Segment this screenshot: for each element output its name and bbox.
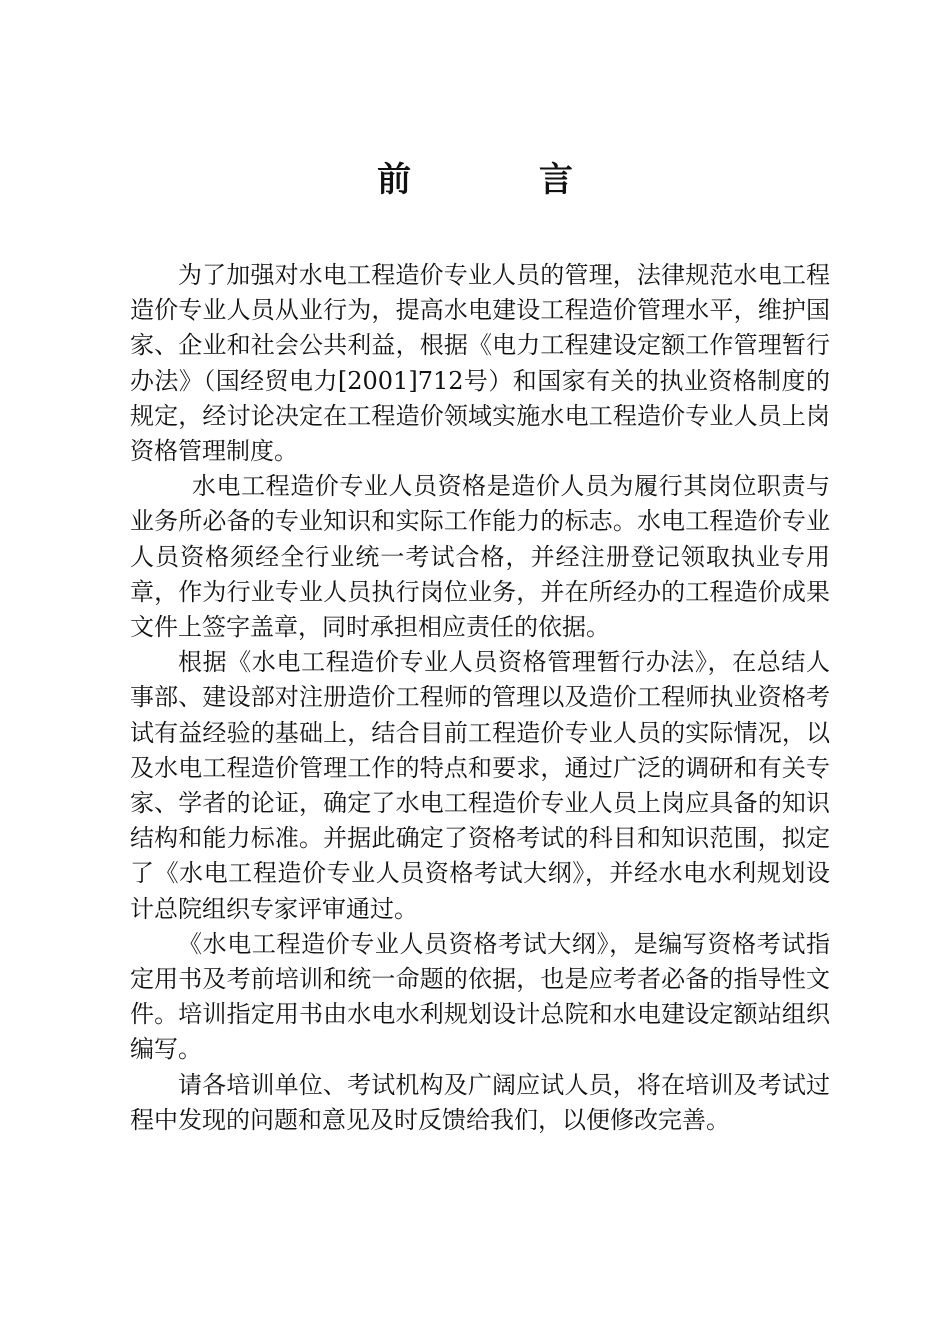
paragraph-2: 水电工程造价专业人员资格是造价人员为履行其岗位职责与业务所必备的专业知识和实际工作能力的标志。水电工程造价专业人员资格须经全行业统一考试合格，并经注册登记领取执业专用章，作为行业专业人员执行岗位业务，并在所经办的工程造价成果文件上签字盖章，同时承担相应责任的依据。: [130, 472, 830, 642]
document-body: [130, 258, 830, 1138]
page-title: 前 言: [377, 160, 631, 200]
paragraph-1: 为了加强对水电工程造价专业人员的管理，法律规范水电工程造价专业人员从业行为，提高水电建设工程造价管理水平，维护国家、企业和社会公共利益，根据《电力工程建设定额工作管理暂行办法》（国经贸电力[2001]712号）和国家有关的执业资格制度的规定，经讨论决定在工程造价领域实施水电工程造价专业人员上岗资格管理制度。: [130, 261, 830, 466]
paragraph-3: 根据《水电工程造价专业人员资格管理暂行办法》，在总结人事部、建设部对注册造价工程师的管理以及造价工程师执业资格考试有益经验的基础上，结合目前工程造价专业人员的实际情况，以及水电工程造价管理工作的特点和要求，通过广泛的调研和有关专家、学者的论证，确定了水电工程造价专业人员上岗应具备的知识结构和能力标准。并据此确定了资格考试的科目和知识范围，拟定了《水电工程造价专业人员资格考试大纲》，并经水电水利规划设计总院组织专家评审通过。: [130, 648, 830, 923]
paragraph-4: 《水电工程造价专业人员资格考试大纲》，是编写资格考试指定用书及考前培训和统一命题的依据，也是应考者必备的指导性文件。培训指定用书由水电水利规划设计总院和水电建设定额站组织编写。: [130, 929, 830, 1064]
paragraph-5: 请各培训单位、考试机构及广阔应试人员，将在培训及考试过程中发现的问题和意见及时反馈给我们，以便修改完善。: [130, 1070, 830, 1134]
